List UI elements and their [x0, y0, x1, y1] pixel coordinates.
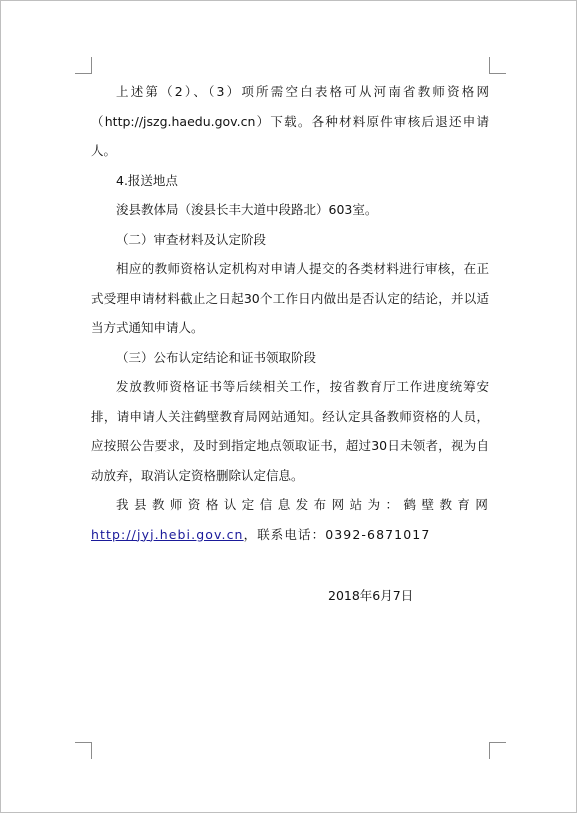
- paragraph-review-details: 相应的教师资格认定机构对申请人提交的各类材料进行审核，在正式受理申请材料截止之日起30个工作日内做出是否认定的结论，并以适当方式通知申请人。: [91, 261, 489, 335]
- document-body: [91, 77, 489, 549]
- crop-mark-bottom-left: [75, 742, 92, 759]
- crop-mark-bottom-right: [489, 742, 506, 759]
- crop-mark-top-right: [489, 57, 506, 74]
- heading-submission-location: 4.报送地点: [116, 172, 178, 188]
- heading-announcement-stage: （三）公布认定结论和证书领取阶段: [116, 349, 317, 365]
- crop-mark-top-left: [75, 57, 92, 74]
- document-date: 2018年6月7日: [328, 588, 414, 603]
- education-website-link[interactable]: http://jyj.hebi.gov.cn: [91, 526, 244, 542]
- paragraph-info-website: [91, 490, 489, 549]
- paragraph-certificate-collection: 发放教师资格证书等后续相关工作，按省教育厅工作进度统筹安排，请申请人关注鹤壁教育局网站通知。经认定具备教师资格的人员，应按照公告要求，及时到指定地点领取证书，超过30日未领者，视为自动放弃，取消认定资格删除认定信息。: [91, 379, 489, 483]
- website-intro-text: 我县教师资格认定信息发布网站为：鹤壁教育网: [116, 497, 489, 512]
- paragraph-forms-download: 上述第（2）、（3）项所需空白表格可从河南省教师资格网（http://jszg.haedu.gov.cn）下载。各种材料原件审核后退还申请人。: [91, 84, 489, 158]
- contact-phone-text: ，联系电话：0392-6871017: [243, 526, 431, 542]
- paragraph-submission-address: 浚县教体局（浚县长丰大道中段路北）603室。: [116, 202, 378, 217]
- heading-review-stage: （二）审查材料及认定阶段: [116, 231, 267, 247]
